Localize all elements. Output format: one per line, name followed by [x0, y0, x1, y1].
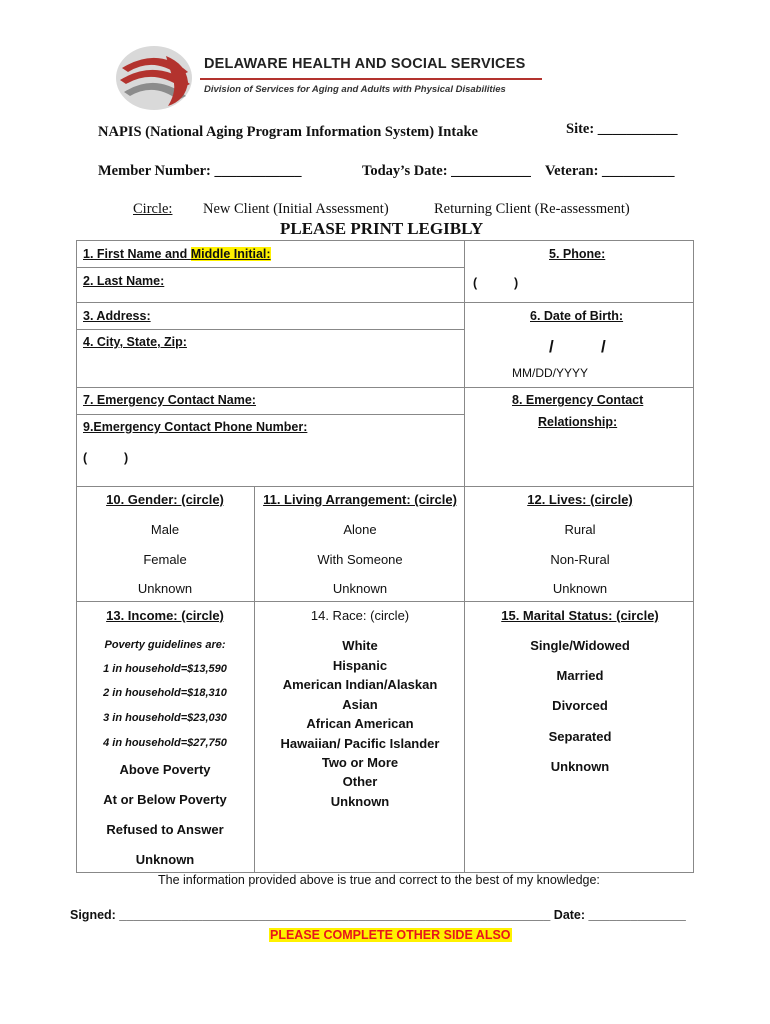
phone-paren-open: (	[473, 276, 478, 290]
race-option-american-indian[interactable]: American Indian/Alaskan	[282, 677, 438, 692]
member-number-field[interactable]: Member Number: ____________	[98, 163, 302, 179]
certification-text: The information provided above is true and correct to the best of my knowledge:	[158, 873, 600, 887]
org-name: DELAWARE HEALTH AND SOCIAL SERVICES	[204, 56, 526, 72]
race-option-two-or-more[interactable]: Two or More	[321, 755, 399, 770]
form-title: NAPIS (National Aging Program Information System) Intake	[98, 124, 478, 140]
emergency-phone-paren-open: (	[83, 451, 88, 465]
logo-emblem-icon	[116, 46, 192, 110]
gender-option-female[interactable]: Female	[143, 552, 187, 567]
gender-header: 10. Gender: (circle)	[106, 492, 224, 507]
complete-other-side-notice: PLEASE COMPLETE OTHER SIDE ALSO	[270, 928, 511, 942]
living-option-with-someone[interactable]: With Someone	[317, 552, 403, 567]
income-option-at-or-below[interactable]: At or Below Poverty	[103, 792, 227, 807]
marital-option-divorced[interactable]: Divorced	[552, 698, 608, 713]
address-label: 3. Address:	[83, 309, 151, 323]
marital-option-married[interactable]: Married	[556, 668, 604, 683]
org-division: Division of Services for Aging and Adults with Physical Disabilities	[204, 84, 506, 95]
living-option-alone[interactable]: Alone	[343, 522, 377, 537]
phone-paren-close: )	[514, 276, 519, 290]
returning-client-option[interactable]: Returning Client (Re-assessment)	[434, 201, 630, 217]
race-option-hawaiian[interactable]: Hawaiian/ Pacific Islander	[280, 736, 440, 751]
marital-header: 15. Marital Status: (circle)	[501, 608, 659, 623]
guideline-1: 1 in household=$13,590	[103, 663, 227, 675]
gender-option-male[interactable]: Male	[150, 522, 180, 537]
veteran-field[interactable]: Veteran: __________	[545, 163, 675, 179]
living-header: 11. Living Arrangement: (circle)	[263, 492, 457, 507]
dob-slash-2: /	[601, 337, 606, 356]
phone-label: 5. Phone:	[549, 247, 606, 261]
emergency-relationship-label-1: 8. Emergency Contact	[512, 393, 644, 407]
circle-label: Circle:	[133, 201, 173, 217]
race-option-african-american[interactable]: African American	[306, 716, 414, 731]
marital-option-separated[interactable]: Separated	[548, 729, 612, 744]
lives-header: 12. Lives: (circle)	[527, 492, 633, 507]
income-header: 13. Income: (circle)	[106, 608, 224, 623]
income-option-unknown[interactable]: Unknown	[135, 852, 195, 867]
emergency-relationship-label-2: Relationship:	[538, 415, 618, 429]
lives-option-unknown[interactable]: Unknown	[552, 581, 608, 596]
logo-divider	[200, 78, 542, 80]
living-option-unknown[interactable]: Unknown	[332, 581, 388, 596]
marital-option-single[interactable]: Single/Widowed	[530, 638, 630, 653]
race-option-hispanic[interactable]: Hispanic	[332, 658, 388, 673]
income-option-above-poverty[interactable]: Above Poverty	[119, 762, 211, 777]
emergency-phone-label: 9.Emergency Contact Phone Number:	[83, 420, 308, 434]
emergency-phone-paren-close: )	[124, 451, 129, 465]
race-option-white[interactable]: White	[342, 638, 378, 653]
middle-initial-highlight: Middle Initial:	[190, 247, 271, 261]
print-legibly-heading: PLEASE PRINT LEGIBLY	[280, 219, 484, 238]
emergency-name-label: 7. Emergency Contact Name:	[83, 393, 256, 407]
guideline-4: 4 in household=$27,750	[103, 737, 227, 749]
gender-option-unknown[interactable]: Unknown	[137, 581, 193, 596]
city-state-zip-label: 4. City, State, Zip:	[83, 335, 187, 349]
todays-date-field[interactable]: Today’s Date: ___________	[362, 163, 531, 179]
guideline-2: 2 in household=$18,310	[103, 687, 227, 699]
lives-option-rural[interactable]: Rural	[564, 522, 596, 537]
dob-label: 6. Date of Birth:	[530, 309, 624, 323]
signature-date-line[interactable]: Signed: ______________________________________________________________ Date: ______________	[70, 908, 686, 922]
race-option-asian[interactable]: Asian	[342, 697, 378, 712]
last-name-label: 2. Last Name:	[83, 274, 165, 288]
guideline-3: 3 in household=$23,030	[103, 712, 227, 724]
marital-option-unknown[interactable]: Unknown	[550, 759, 610, 774]
race-option-unknown[interactable]: Unknown	[330, 794, 390, 809]
new-client-option[interactable]: New Client (Initial Assessment)	[203, 201, 389, 217]
race-option-other[interactable]: Other	[342, 774, 378, 789]
dob-format: MM/DD/YYYY	[512, 366, 589, 380]
lives-option-non-rural[interactable]: Non-Rural	[550, 552, 610, 567]
income-option-refused[interactable]: Refused to Answer	[106, 822, 224, 837]
poverty-guidelines-title: Poverty guidelines are:	[104, 639, 226, 651]
dob-slash-1: /	[549, 337, 554, 356]
site-field[interactable]: Site: ___________	[566, 121, 678, 137]
race-header: 14. Race: (circle)	[310, 608, 410, 623]
